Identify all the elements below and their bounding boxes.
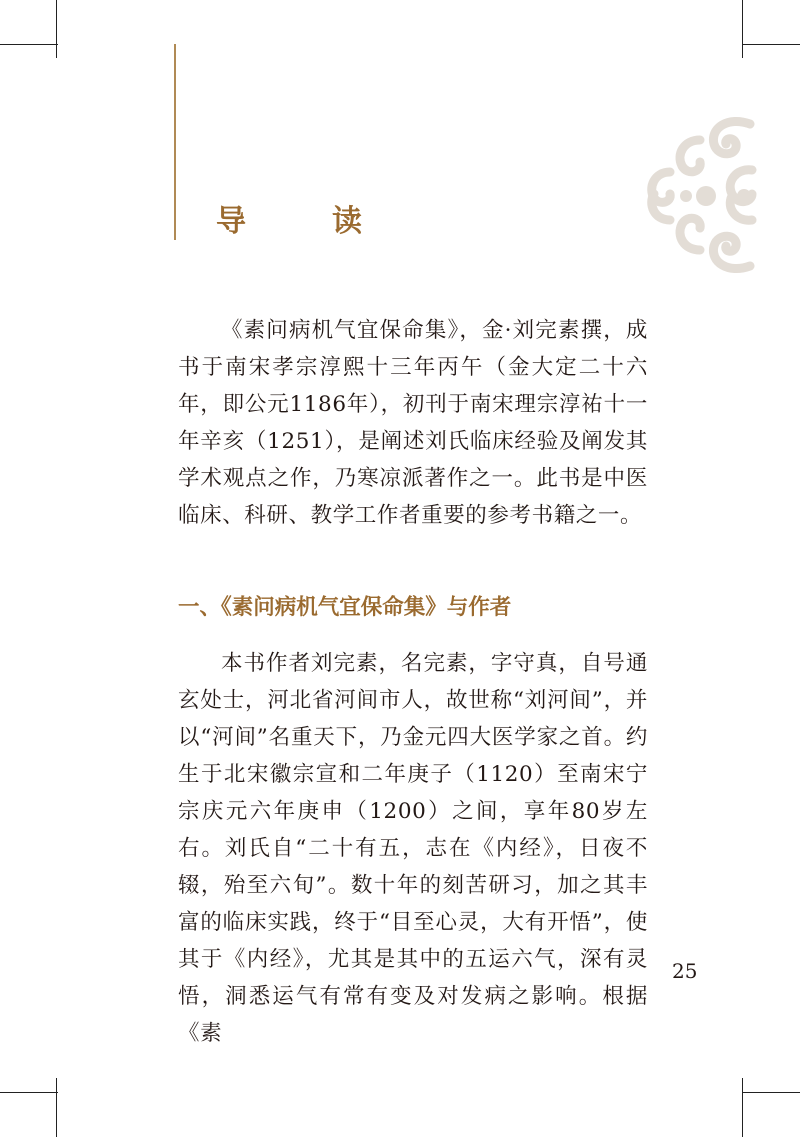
- chapter-title: 导 读: [216, 204, 390, 239]
- chapter-rule: [174, 44, 176, 240]
- page-number: 25: [672, 959, 698, 983]
- author-paragraph: 本书作者刘完素，名完素，字守真，自号通玄处士，河北省河间市人，故世称“刘河间”，并以“河间”名重天下，乃金元四大医学家之首。约生于北宋徽宗宣和二年庚子（1120）至南宋宁宗庆元六年庚申（1200）之间，享年80岁左右。刘氏自“二十有五，志在《内经》，日夜不辍，殆至六旬”。数十年的刻苦研习，加之其丰富的临床实践，终于“目至心灵，大有开悟”，使其于《内经》，尤其是其中的五运六气，深有灵悟，洞悉运气有常有变及对发病之影响。根据《素: [178, 651, 648, 1046]
- cloud-scroll-ornament-icon: [640, 110, 760, 280]
- intro-paragraph: 《素问病机气宜保命集》，金·刘完素撰，成书于南宋孝宗淳熙十三年丙午（金大定二十六年，即公元1186年），初刊于南宋理宗淳祐十一年辛亥（1251），是阐述刘氏临床经验及阐发其学术观点之作，乃寒凉派著作之一。此书是中医临床、科研、教学工作者重要的参考书籍之一。: [178, 318, 648, 528]
- section-heading: 一、《素问病机气宜保命集》与作者: [178, 595, 512, 620]
